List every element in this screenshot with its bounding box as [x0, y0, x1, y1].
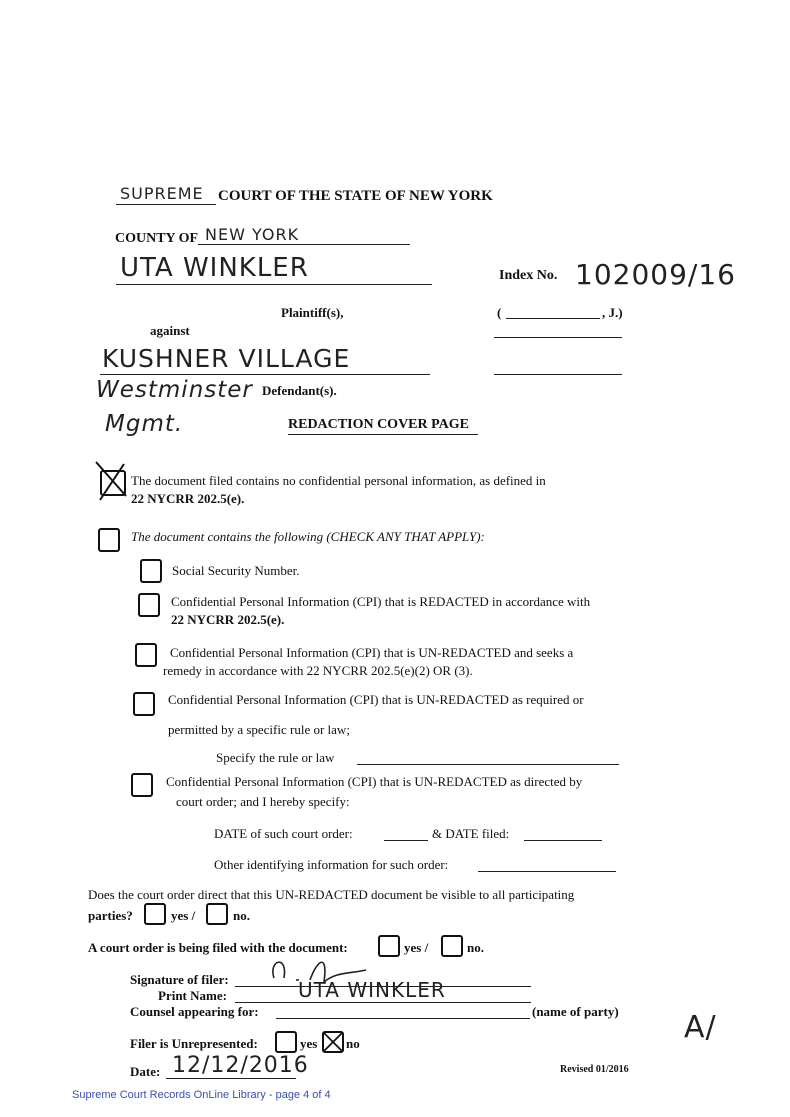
- date-line[interactable]: [166, 1078, 296, 1079]
- margin-initials: A/: [684, 1010, 717, 1045]
- order-filed-no-checkbox[interactable]: [441, 935, 463, 957]
- contains-text: The document contains the following (CHECK ANY THAT APPLY):: [131, 529, 485, 544]
- unredacted-order-text-2: court order; and I hereby specify:: [176, 794, 350, 809]
- unrepresented-label: Filer is Unrepresented:: [130, 1036, 258, 1051]
- unredacted-rule-text-1: Confidential Personal Information (CPI) that is UN-REDACTED as required or: [168, 692, 584, 707]
- county-line: [198, 244, 410, 245]
- plaintiff-label: Plaintiff(s),: [281, 305, 344, 320]
- judge-line: [506, 318, 600, 319]
- judge-open: (: [497, 305, 502, 320]
- unrepresented-no-label: no: [346, 1036, 360, 1051]
- unredacted-rule-checkbox[interactable]: [133, 692, 155, 716]
- unredacted-order-checkbox[interactable]: [131, 773, 153, 797]
- defendant-handwritten-2: Westminster: [96, 377, 253, 403]
- unredacted-remedy-text-2: remedy in accordance with 22 NYCRR 202.5(e)(2) OR (3).: [163, 663, 473, 678]
- checkmark-x-icon: [92, 458, 132, 502]
- ssn-text: Social Security Number.: [172, 563, 300, 578]
- against-label: against: [150, 323, 190, 338]
- date-handwritten: 12/12/2016: [172, 1053, 309, 1078]
- county-label: COUNTY OF: [115, 231, 199, 246]
- no-cpi-text-1: The document filed contains no confidential personal information, as defined in: [131, 473, 546, 488]
- no-cpi-checkbox[interactable]: [100, 470, 126, 496]
- other-info-input[interactable]: [478, 871, 616, 872]
- redacted-checkbox[interactable]: [138, 593, 160, 617]
- date-label: Date:: [130, 1064, 161, 1079]
- visible-no-label: no.: [233, 908, 250, 923]
- print-name-handwritten: UTA WINKLER: [298, 978, 446, 1002]
- visibility-question-1: Does the court order direct that this UN-REDACTED document be visible to all participating: [88, 887, 575, 902]
- party-label: (name of party): [532, 1004, 619, 1019]
- unrepresented-yes-checkbox[interactable]: [275, 1031, 297, 1053]
- counsel-line[interactable]: [276, 1018, 530, 1019]
- date-filed-label: & DATE filed:: [432, 826, 510, 841]
- signature-label: Signature of filer:: [130, 972, 229, 987]
- unrepresented-yes-label: yes: [300, 1036, 318, 1051]
- defendant-label: Defendant(s).: [262, 383, 337, 398]
- visible-no-checkbox[interactable]: [206, 903, 228, 925]
- document-title: REDACTION COVER PAGE: [288, 417, 469, 432]
- court-name-handwritten: SUPREME: [120, 184, 204, 203]
- judge-suffix: , J.): [602, 305, 623, 320]
- redacted-text-1: Confidential Personal Information (CPI) that is REDACTED in accordance with: [171, 594, 591, 609]
- defendant-line: [100, 374, 430, 375]
- defendant-handwritten: KUSHNER VILLAGE: [102, 344, 351, 373]
- specify-rule-label: Specify the rule or law: [216, 750, 335, 765]
- index-label: Index No.: [499, 268, 558, 283]
- order-filed-label: A court order is being filed with the document:: [88, 940, 348, 955]
- unredacted-rule-text-2: permitted by a specific rule or law;: [168, 722, 350, 737]
- index-handwritten: 102009/16: [575, 258, 736, 291]
- date-filed-input[interactable]: [524, 840, 602, 841]
- revised-date: Revised 01/2016: [560, 1064, 629, 1075]
- unrepresented-no-checkbox[interactable]: [322, 1031, 344, 1053]
- print-name-label: Print Name:: [158, 988, 227, 1003]
- print-name-line[interactable]: [235, 1002, 531, 1003]
- unredacted-order-text-1: Confidential Personal Information (CPI) that is UN-REDACTED as directed by: [166, 774, 583, 789]
- unredacted-remedy-checkbox[interactable]: [135, 643, 157, 667]
- plaintiff-handwritten: UTA WINKLER: [120, 253, 309, 283]
- visible-yes-label: yes /: [171, 908, 196, 923]
- date-order-input[interactable]: [384, 840, 428, 841]
- court-title: COURT OF THE STATE OF NEW YORK: [218, 188, 493, 204]
- order-filed-yes-label: yes /: [404, 940, 429, 955]
- footer-library-text: Supreme Court Records OnLine Library - page 4 of 4: [72, 1089, 331, 1101]
- visibility-question-2: parties?: [88, 908, 133, 923]
- defendant-handwritten-3: Mgmt.: [105, 411, 184, 437]
- unredacted-remedy-text-1: Confidential Personal Information (CPI) that is UN-REDACTED and seeks a: [170, 645, 574, 660]
- contains-checkbox[interactable]: [98, 528, 120, 552]
- visible-yes-checkbox[interactable]: [144, 903, 166, 925]
- other-info-label: Other identifying information for such order:: [214, 857, 449, 872]
- order-filed-no-label: no.: [467, 940, 484, 955]
- checkmark-x-icon: [322, 1031, 344, 1053]
- counsel-label: Counsel appearing for:: [130, 1004, 259, 1019]
- plaintiff-line: [116, 284, 432, 285]
- court-name-line: [116, 204, 216, 205]
- specify-rule-input[interactable]: [357, 764, 619, 765]
- caption-line-right-1: [494, 337, 622, 338]
- ssn-checkbox[interactable]: [140, 559, 162, 583]
- redacted-text-2: 22 NYCRR 202.5(e).: [171, 612, 285, 627]
- order-filed-yes-checkbox[interactable]: [378, 935, 400, 957]
- title-underline: [288, 434, 478, 435]
- date-order-label: DATE of such court order:: [214, 826, 353, 841]
- county-handwritten: NEW YORK: [205, 225, 300, 244]
- caption-line-right-2: [494, 374, 622, 375]
- no-cpi-text-2: 22 NYCRR 202.5(e).: [131, 491, 245, 506]
